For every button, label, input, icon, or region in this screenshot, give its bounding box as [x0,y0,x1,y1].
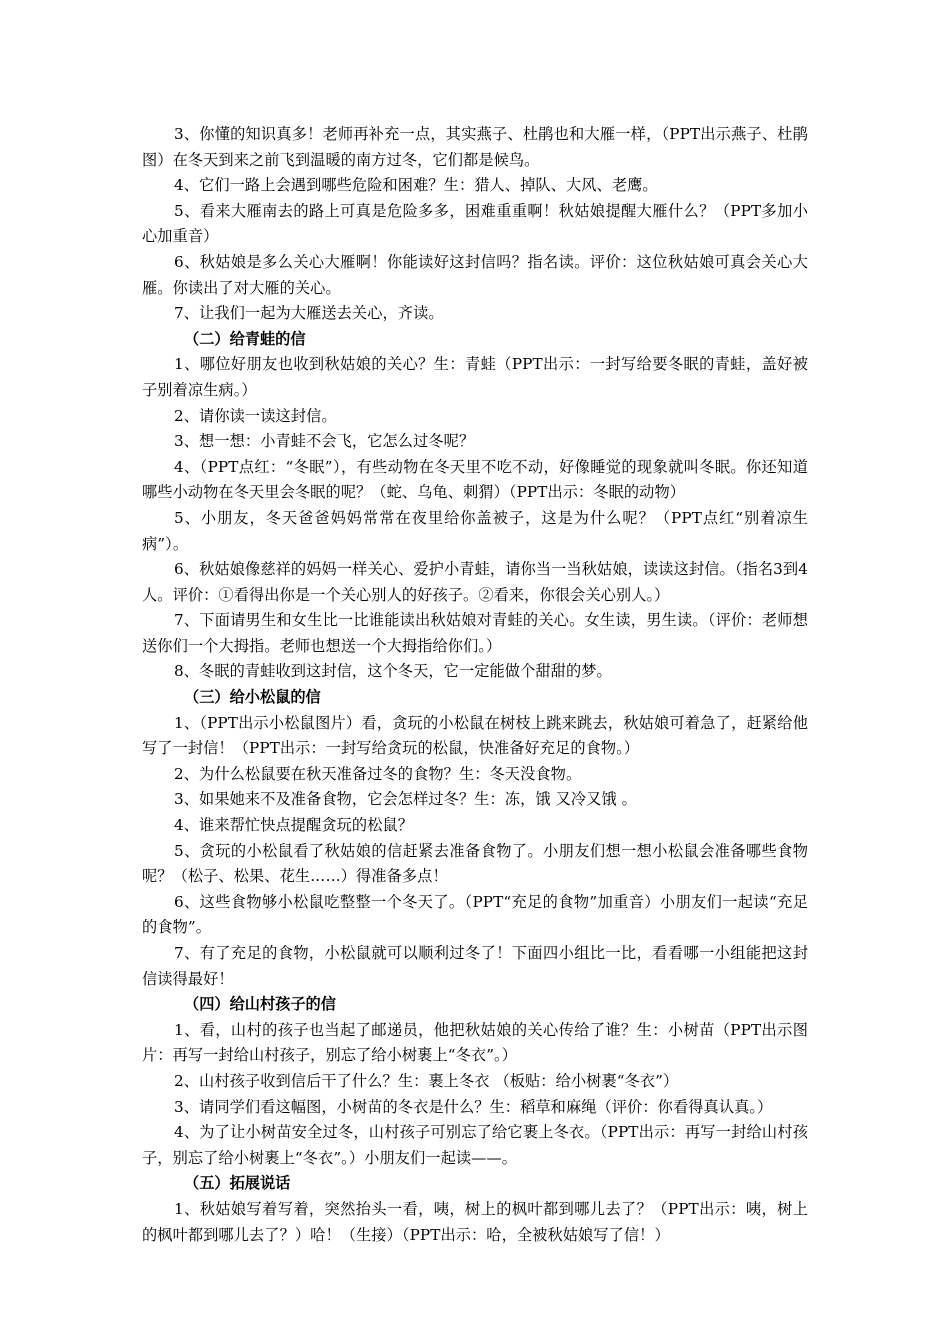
paragraph: 4、为了让小树苗安全过冬，山村孩子可别忘了给它裹上冬衣。（PPT出示：再写一封给山村孩子，别忘了给小树裹上“冬衣”。）小朋友们一起读——。 [142,1123,808,1167]
paragraph: 1、秋姑娘写着写着，突然抬头一看，咦，树上的枫叶都到哪儿去了？（PPT出示：咦，树上的枫叶都到哪儿去了？）哈！（生接）（PPT出示：哈，全被秋姑娘写了信！） [142,1199,808,1244]
paragraph: 3、请同学们看这幅图，小树苗的冬衣是什么？生：稻草和麻绳（评价：你看得真认真。） [174,1097,773,1116]
paragraph: 1、哪位好朋友也收到秋姑娘的关心？生：青蛙（PPT出示：一封写给要冬眠的青蛙，盖好被子别着凉生病。） [142,355,808,399]
section-heading: （三）给小松鼠的信 [184,688,321,707]
section-heading: （四）给山村孩子的信 [184,995,336,1014]
paragraph: 3、想一想：小青蛙不会飞，它怎么过冬呢？ [174,432,475,451]
paragraph: 3、你懂的知识真多！老师再补充一点，其实燕子、杜鹃也和大雁一样，（PPT出示燕子、杜鹃图）在冬天到来之前飞到温暖的南方过冬，它们都是候鸟。 [142,125,808,169]
paragraph: 8、冬眠的青蛙收到这封信，这个冬天，它一定能做个甜甜的梦。 [174,662,612,681]
paragraph: 5、贪玩的小松鼠看了秋姑娘的信赶紧去准备食物了。小朋友们想一想小松鼠会准备哪些食物呢？（松子、松果、花生……）得准备多点！ [142,841,808,886]
paragraph: 3、如果她来不及准备食物，它会怎样过冬？生：冻，饿 又冷又饿 。 [174,790,637,809]
paragraph: 6、秋姑娘是多么关心大雁啊！你能读好这封信吗？指名读。评价：这位秋姑娘可真会关心大雁。你读出了对大雁的关心。 [142,252,808,297]
paragraph: 7、有了充足的食物，小松鼠就可以顺利过冬了！下面四小组比一比，看看哪一小组能把这封信读得最好！ [142,944,808,988]
paragraph: 5、看来大雁南去的路上可真是危险多多，困难重重啊！秋姑娘提醒大雁什么？（PPT多加小心加重音） [142,201,808,246]
paragraph: 4、谁来帮忙快点提醒贪玩的松鼠？ [174,816,414,835]
paragraph: 4、（PPT点红：“冬眠”），有些动物在冬天里不吃不动，好像睡觉的现象就叫冬眠。你还知道哪些小动物在冬天里会冬眠的呢？（蛇、乌龟、刺猬）（PPT出示：冬眠的动物） [142,457,808,502]
paragraph: 2、请你读一读这封信。 [174,406,337,425]
paragraph: 2、为什么松鼠要在秋天准备过冬的食物？生：冬天没食物。 [174,764,582,783]
paragraph: 7、让我们一起为大雁送去关心，齐读。 [174,304,444,323]
paragraph: 5、小朋友，冬天爸爸妈妈常常在夜里给你盖被子，这是为什么呢？（PPT点红“别着凉生病”）。 [142,508,808,553]
paragraph: 6、秋姑娘像慈祥的妈妈一样关心、爱护小青蛙，请你当一当秋姑娘，读读这封信。（指名3到4人。评价：①看得出你是一个关心别人的好孩子。②看来，你很会关心别人。） [142,560,808,604]
paragraph: 1、（PPT出示小松鼠图片）看，贪玩的小松鼠在树枝上跳来跳去，秋姑娘可着急了，赶紧给他写了一封信！（PPT出示：一封写给贪玩的松鼠，快准备好充足的食物。） [142,713,808,758]
section-heading: （二）给青蛙的信 [184,329,306,348]
paragraph: 2、山村孩子收到信后干了什么？生：裹上冬衣 （板贴：给小树裹“冬衣”） [174,1071,679,1090]
paragraph: 7、下面请男生和女生比一比谁能读出秋姑娘对青蛙的关心。女生读，男生读。（评价：老师想送你们一个大拇指。老师也想送一个大拇指给你们。） [142,611,808,655]
paragraph: 1、看，山村的孩子也当起了邮递员，他把秋姑娘的关心传给了谁？生：小树苗（PPT出示图片：再写一封给山村孩子，别忘了给小树裹上“冬衣”。） [142,1020,808,1065]
paragraph: 6、这些食物够小松鼠吃整整一个冬天了。（PPT“充足的食物”加重音）小朋友们一起读“充足的食物”。 [142,892,808,937]
section-heading: （五）拓展说话 [184,1174,291,1193]
document-page [142,122,808,1248]
paragraph: 4、它们一路上会遇到哪些危险和困难？生：猎人、掉队、大风、老鹰。 [174,176,658,195]
